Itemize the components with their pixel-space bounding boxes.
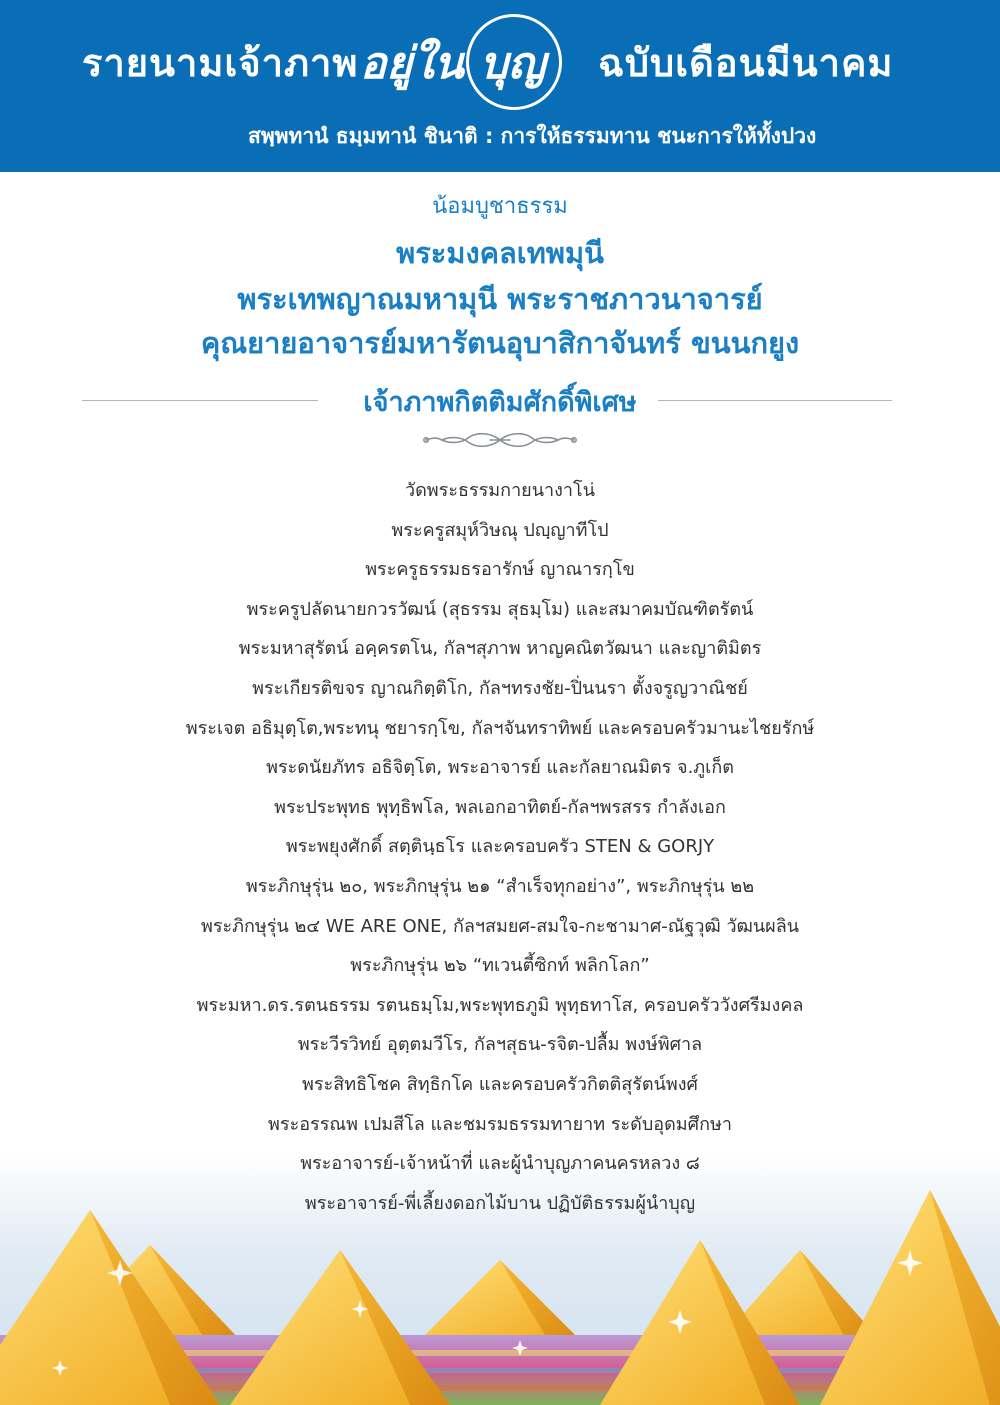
divider-right (658, 400, 892, 401)
list-item: พระอรรณพ เปมสีโล และชมรมธรรมทายาท ระดับอุดมศึกษา (268, 1113, 732, 1135)
list-item: พระครูสมุห์วิษณุ ปญฺญาทีโป (391, 519, 609, 541)
header-subtitle: สพฺพทานํ ธมฺมทานํ ชินาติ : การให้ธรรมทาน ชนะการให้ทั้งปวง (248, 124, 817, 148)
list-item: พระสิทธิโชค สิทฺธิกโค และครอบครัวกิตติสุรัตน์พงศ์ (302, 1073, 698, 1095)
list-item: พระประพุทธ พุทฺธิพโล, พลเอกอาทิตย์-กัลฯพรสรร กำลังเอก (274, 796, 726, 818)
pyramid-far (60, 1245, 880, 1340)
list-item: พระเจต อธิมุตฺโต,พระทนุ ชยารกฺโข, กัลฯจันทราทิพย์ และครอบครัวมานะไชยรักษ์ (185, 717, 815, 739)
homage-name-1: พระมงคลเทพมุนี (396, 236, 604, 270)
sponsor-list (0, 476, 1000, 1228)
list-item: พระดนัยภัทร อธิจิตฺโต, พระอาจารย์ และกัลยาณมิตร จ.ภูเก็ต (266, 757, 734, 779)
header-banner (0, 0, 1000, 172)
flourish-ornament-icon (420, 428, 580, 452)
list-item: พระครูปลัดนายกวรวัฒน์ (สุธรรม สุธมฺโม) และสมาคมบัณฑิตรัตน์ (246, 598, 754, 620)
list-item: พระอาจารย์-เจ้าหน้าที่ และผู้นำบุญภาคนครหลวง ๘ (300, 1153, 700, 1175)
list-item: พระครูธรรมธรอารักษ์ ญาณารกฺโข (365, 559, 635, 581)
pyramid-landscape-illustration (0, 1190, 1000, 1405)
homage-name-3: คุณยายอาจารย์มหารัตนอุบาสิกาจันทร์ ขนนกยูง (200, 326, 800, 360)
header-title-left: รายนามเจ้าภาพ (82, 41, 359, 85)
section-title: เจ้าภาพกิตติมศักดิ์พิเศษ (363, 387, 637, 418)
homage-name-2: พระเทพญาณมหามุนี พระราชภาวนาจารย์ (237, 282, 763, 316)
list-item: พระมหาสุรัตน์ อคฺครตโน, กัลฯสุภาพ หาญคณิตวัฒนา และญาติมิตร (238, 638, 762, 660)
list-item: พระมหา.ดร.รตนธรรม รตนธมฺโม,พระพุทธภูมิ พุทฺธทาโส, ครอบครัววังศรีมงคล (196, 994, 804, 1016)
section-heading (0, 380, 1000, 420)
list-item: พระพยุงศักดิ์ สตฺตินฺธโร และครอบครัว STEN & GORJY (285, 836, 715, 858)
list-item: พระเกียรติขจร ญาณกิตฺติโก, กัลฯทรงชัย-ปิ่นนรา ตั้งจรูญวาณิชย์ (252, 677, 748, 699)
list-item: พระภิกษุรุ่น ๒๐, พระภิกษุรุ่น ๒๑ “สำเร็จทุกอย่าง”, พระภิกษุรุ่น ๒๒ (245, 875, 755, 897)
magazine-logo (356, 12, 586, 112)
homage-label: น้อมบูชาธรรม (432, 194, 568, 219)
list-item: พระภิกษุรุ่น ๒๖ “ทเวนตี้ซิกท์ พลิกโลก” (350, 955, 650, 977)
logo-word-2: บุญ (480, 38, 546, 89)
list-item: พระวีรวิทย์ อุตฺตมวีโร, กัลฯสุธน-รจิต-ปลื้ม พงษ์พิศาล (297, 1034, 703, 1056)
logo-word-1: อยู่ใน (360, 38, 464, 89)
list-item: วัดพระธรรมกายนางาโน่ (404, 480, 596, 501)
header-title-right: ฉบับเดือนมีนาคม (598, 41, 894, 85)
list-item: พระภิกษุรุ่น ๒๔ WE ARE ONE, กัลฯสมยศ-สมใจ-กะชามาศ-ณัฐวุฒิ วัฒนผลิน (200, 915, 800, 937)
list-item: พระอาจารย์-พี่เลี้ยงดอกไม้บาน ปฏิบัติธรรมผู้นำบุญ (304, 1192, 696, 1214)
